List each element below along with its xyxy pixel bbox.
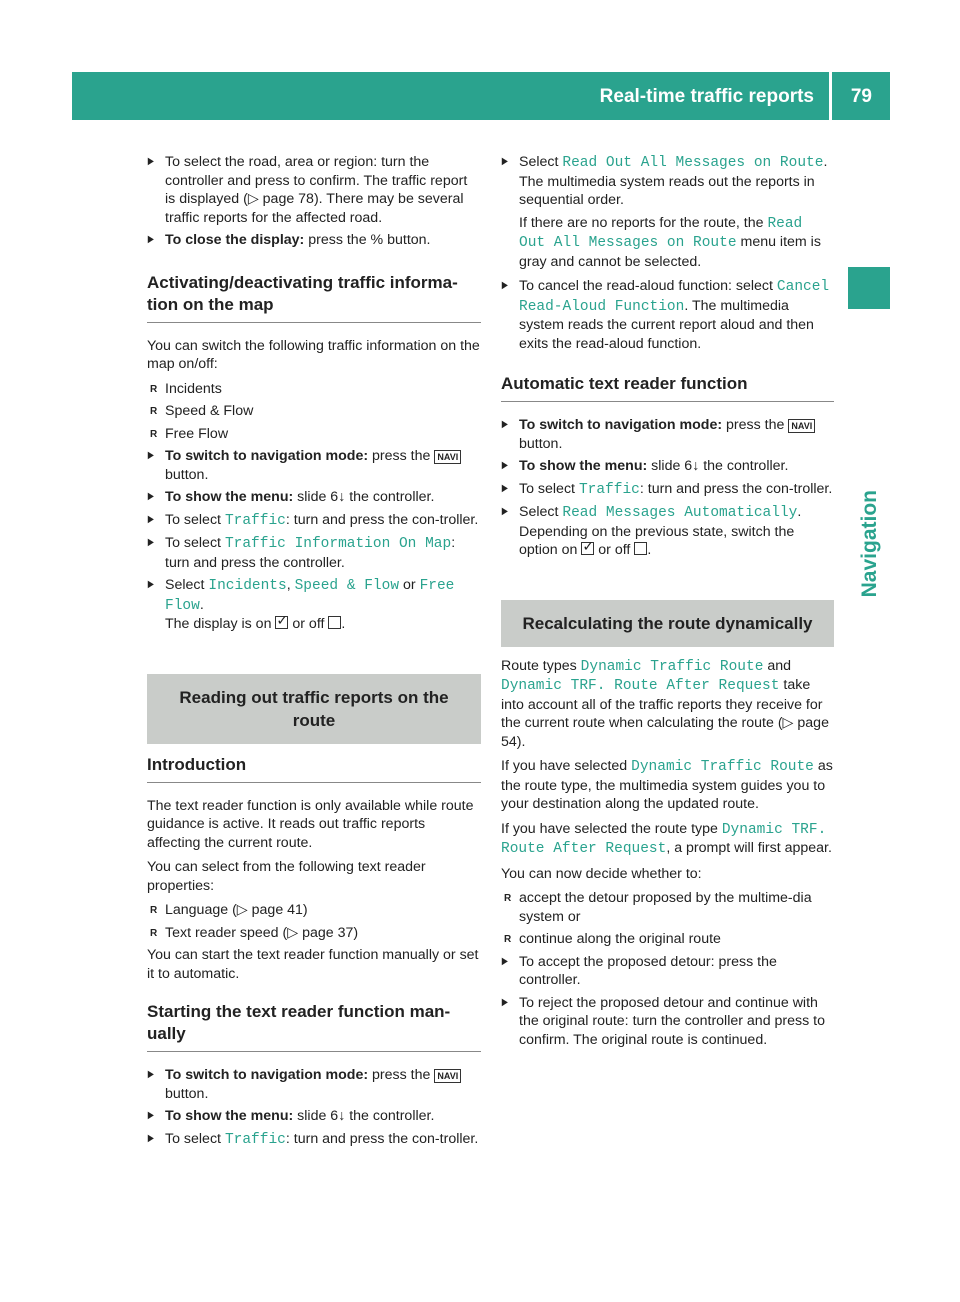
route-type-dynamic: Dynamic Traffic Route	[631, 759, 814, 775]
text: as the route type, the multimedia system guides you to your destination along the updated route.	[501, 758, 833, 812]
step-text: To cancel the read-aloud function: select	[519, 278, 773, 294]
step-select-traffic	[501, 480, 834, 500]
step-label: To switch to navigation mode:	[165, 1067, 369, 1083]
step-cancel-read	[501, 277, 834, 353]
menu-item-read-all: Read Out All Messages on Route	[562, 155, 824, 171]
section-intro: You can switch the following traffic information on the map on/off:	[147, 337, 480, 372]
step-show-menu	[501, 457, 834, 476]
list-item: R Speed & Flow	[147, 402, 481, 421]
step-read-all	[501, 153, 834, 271]
section-title-introduction: Introduction	[147, 754, 481, 783]
step-text: or	[402, 577, 416, 593]
right-column	[501, 153, 834, 1053]
step-text: or off	[598, 542, 631, 558]
step-text: Select	[165, 577, 205, 593]
section-box-recalculating: Recalculating the route dynamically	[501, 600, 834, 647]
step-text: : turn and press the con-troller.	[639, 480, 833, 497]
step-select-road	[147, 153, 481, 227]
step-label: To switch to navigation mode:	[165, 448, 369, 464]
text: Route types	[501, 657, 577, 674]
step-text: . Depending on the previous state, switch the option on	[519, 504, 802, 558]
page-header	[72, 72, 890, 120]
menu-item-traffic: Traffic	[224, 1131, 286, 1148]
step-text: slide 6↓ the controller.	[651, 458, 789, 474]
header-title: Real-time traffic reports	[599, 86, 814, 107]
step-reject-detour: ▶ To reject the proposed detour and continue with the original route: turn the controller and press to confirm. The original route is continued.	[501, 994, 834, 1050]
menu-item-speed-flow: Speed & Flow	[294, 578, 400, 594]
step-show-menu	[147, 1107, 481, 1126]
route-type-after-request: Dynamic TRF. Route After Request	[501, 821, 827, 857]
text: take into account all of the traffic reports they receive for the current route when calculating the route (▷ page 54).	[501, 677, 829, 750]
left-column	[147, 153, 481, 1153]
step-nav-mode	[501, 416, 834, 453]
route-type-dynamic: Dynamic Traffic Route	[580, 658, 764, 675]
step-accept-detour: ▶ To accept the proposed detour: press the controller.	[501, 953, 834, 990]
section-title-traffic-info: Activating/deactivating traffic informa-tion on the map	[147, 272, 481, 323]
step-label: To show the menu:	[165, 489, 294, 505]
menu-item-traffic: Traffic	[578, 481, 640, 498]
navi-key-icon: NAVI	[788, 419, 815, 433]
step-select-traffic	[147, 1130, 481, 1150]
list-item: R continue along the original route	[501, 930, 834, 949]
step-text: To select	[165, 511, 221, 528]
step-text: To select	[165, 535, 221, 551]
text: and	[767, 657, 792, 674]
step-text: : turn and press the con-troller.	[285, 1130, 479, 1147]
step-text: To select the road, area or region: turn the controller and press to confirm. The traffic report is displayed (	[165, 154, 468, 207]
step-text: If there are no reports for the route, the	[519, 214, 764, 231]
step-select-traffic	[147, 511, 481, 531]
step-text: . The multimedia system reads the current report aloud and then exits the read-aloud function.	[519, 297, 814, 352]
step-label: To switch to navigation mode:	[519, 417, 723, 433]
step-close-display	[147, 231, 481, 250]
route-type-after-request: Dynamic TRF. Route After Request	[501, 678, 780, 694]
step-text: slide 6↓ the controller.	[297, 1108, 435, 1124]
step-note	[519, 214, 834, 272]
step-text: : turn and press the con-troller.	[285, 511, 479, 528]
step-text: Select	[519, 504, 559, 520]
menu-item-incidents: Incidents	[208, 578, 287, 594]
list-item: R accept the detour proposed by the multime-dia system or	[501, 889, 834, 926]
step-label: To show the menu:	[519, 458, 648, 474]
step-text: button.	[519, 435, 563, 452]
side-tab-label: Navigation	[858, 490, 881, 598]
step-text: Select	[519, 154, 559, 170]
paragraph: You can now decide whether to:	[501, 865, 702, 882]
step-text: menu item is gray and cannot be selected.	[519, 234, 821, 270]
step-text: press the % button.	[308, 232, 431, 248]
paragraph	[501, 820, 834, 859]
menu-item-traffic: Traffic	[224, 512, 286, 529]
step-text: The display is on	[165, 616, 272, 632]
step-text: . The multimedia system reads out the reports in sequential order.	[519, 154, 828, 208]
paragraph: You can start the text reader function manually or set it to automatic.	[147, 947, 479, 982]
step-select-options: ▶ Select Incidents, Speed & Flow or Free Flow. The display is on ✓ or off .	[147, 576, 481, 634]
page-ref[interactable]: ▷ page 78	[247, 191, 314, 207]
text: , a prompt will first appear.	[666, 840, 832, 856]
section-title-manual-reader: Starting the text reader function man-ually	[147, 1001, 481, 1052]
menu-item-read-auto: Read Messages Automatically	[562, 505, 798, 521]
menu-item-read-all: Read Out All Messages on Route	[519, 215, 803, 251]
paragraph: You can select from the following text reader properties:	[147, 859, 426, 894]
checkbox-checked-icon	[275, 616, 288, 629]
section-title-auto-reader: Automatic text reader function	[501, 373, 834, 402]
step-nav-mode	[147, 1066, 481, 1103]
step-label: To close the display:	[165, 232, 305, 248]
navi-key-icon: NAVI	[434, 1069, 461, 1083]
list-item: R Text reader speed (▷ page 37)	[147, 924, 481, 943]
step-text: press the	[372, 1067, 431, 1083]
step-text: ). There may be several traffic reports for the affected road.	[165, 191, 464, 226]
list-item: R Incidents	[147, 380, 481, 399]
step-text: : turn and press the controller.	[165, 535, 456, 571]
paragraph: The text reader function is only available while route guidance is active. It reads out traffic reports affecting the current route.	[147, 797, 474, 851]
step-select-traffic-info	[147, 534, 481, 572]
list-item: R Free Flow	[147, 425, 481, 444]
step-text: button.	[165, 466, 209, 483]
step-nav-mode	[147, 447, 481, 484]
step-show-menu	[147, 488, 481, 507]
step-text: To select	[519, 480, 575, 497]
step-text: slide 6↓ the controller.	[297, 489, 435, 505]
side-tab-block	[848, 267, 890, 309]
menu-item-free-flow: Free Flow	[165, 578, 455, 614]
menu-item-cancel-read: Cancel Read-Aloud Function	[519, 279, 830, 315]
checkbox-empty-icon	[328, 616, 341, 629]
page-number: 79	[850, 86, 872, 107]
list-item: R Language (▷ page 41)	[147, 901, 481, 920]
step-text: or off	[292, 616, 325, 632]
step-label: To show the menu:	[165, 1108, 294, 1124]
header-divider	[829, 72, 832, 120]
navi-key-icon: NAVI	[434, 450, 461, 464]
menu-item-traffic-info: Traffic Information On Map	[224, 536, 452, 552]
section-box-reading-out: Reading out traffic reports on the route	[147, 674, 481, 744]
step-text: button.	[165, 1085, 209, 1102]
step-read-auto: ▶ Select Read Messages Automatically. Depending on the previous state, switch the option on ✓ or off .	[501, 503, 834, 560]
paragraph	[501, 757, 834, 814]
step-text: press the	[726, 417, 785, 433]
step-text: To select	[165, 1130, 221, 1147]
step-text: press the	[372, 448, 431, 464]
checkbox-checked-icon	[581, 542, 594, 555]
text: If you have selected the route type	[501, 820, 718, 837]
paragraph	[501, 657, 834, 752]
text: If you have selected	[501, 758, 628, 774]
checkbox-empty-icon	[634, 542, 647, 555]
